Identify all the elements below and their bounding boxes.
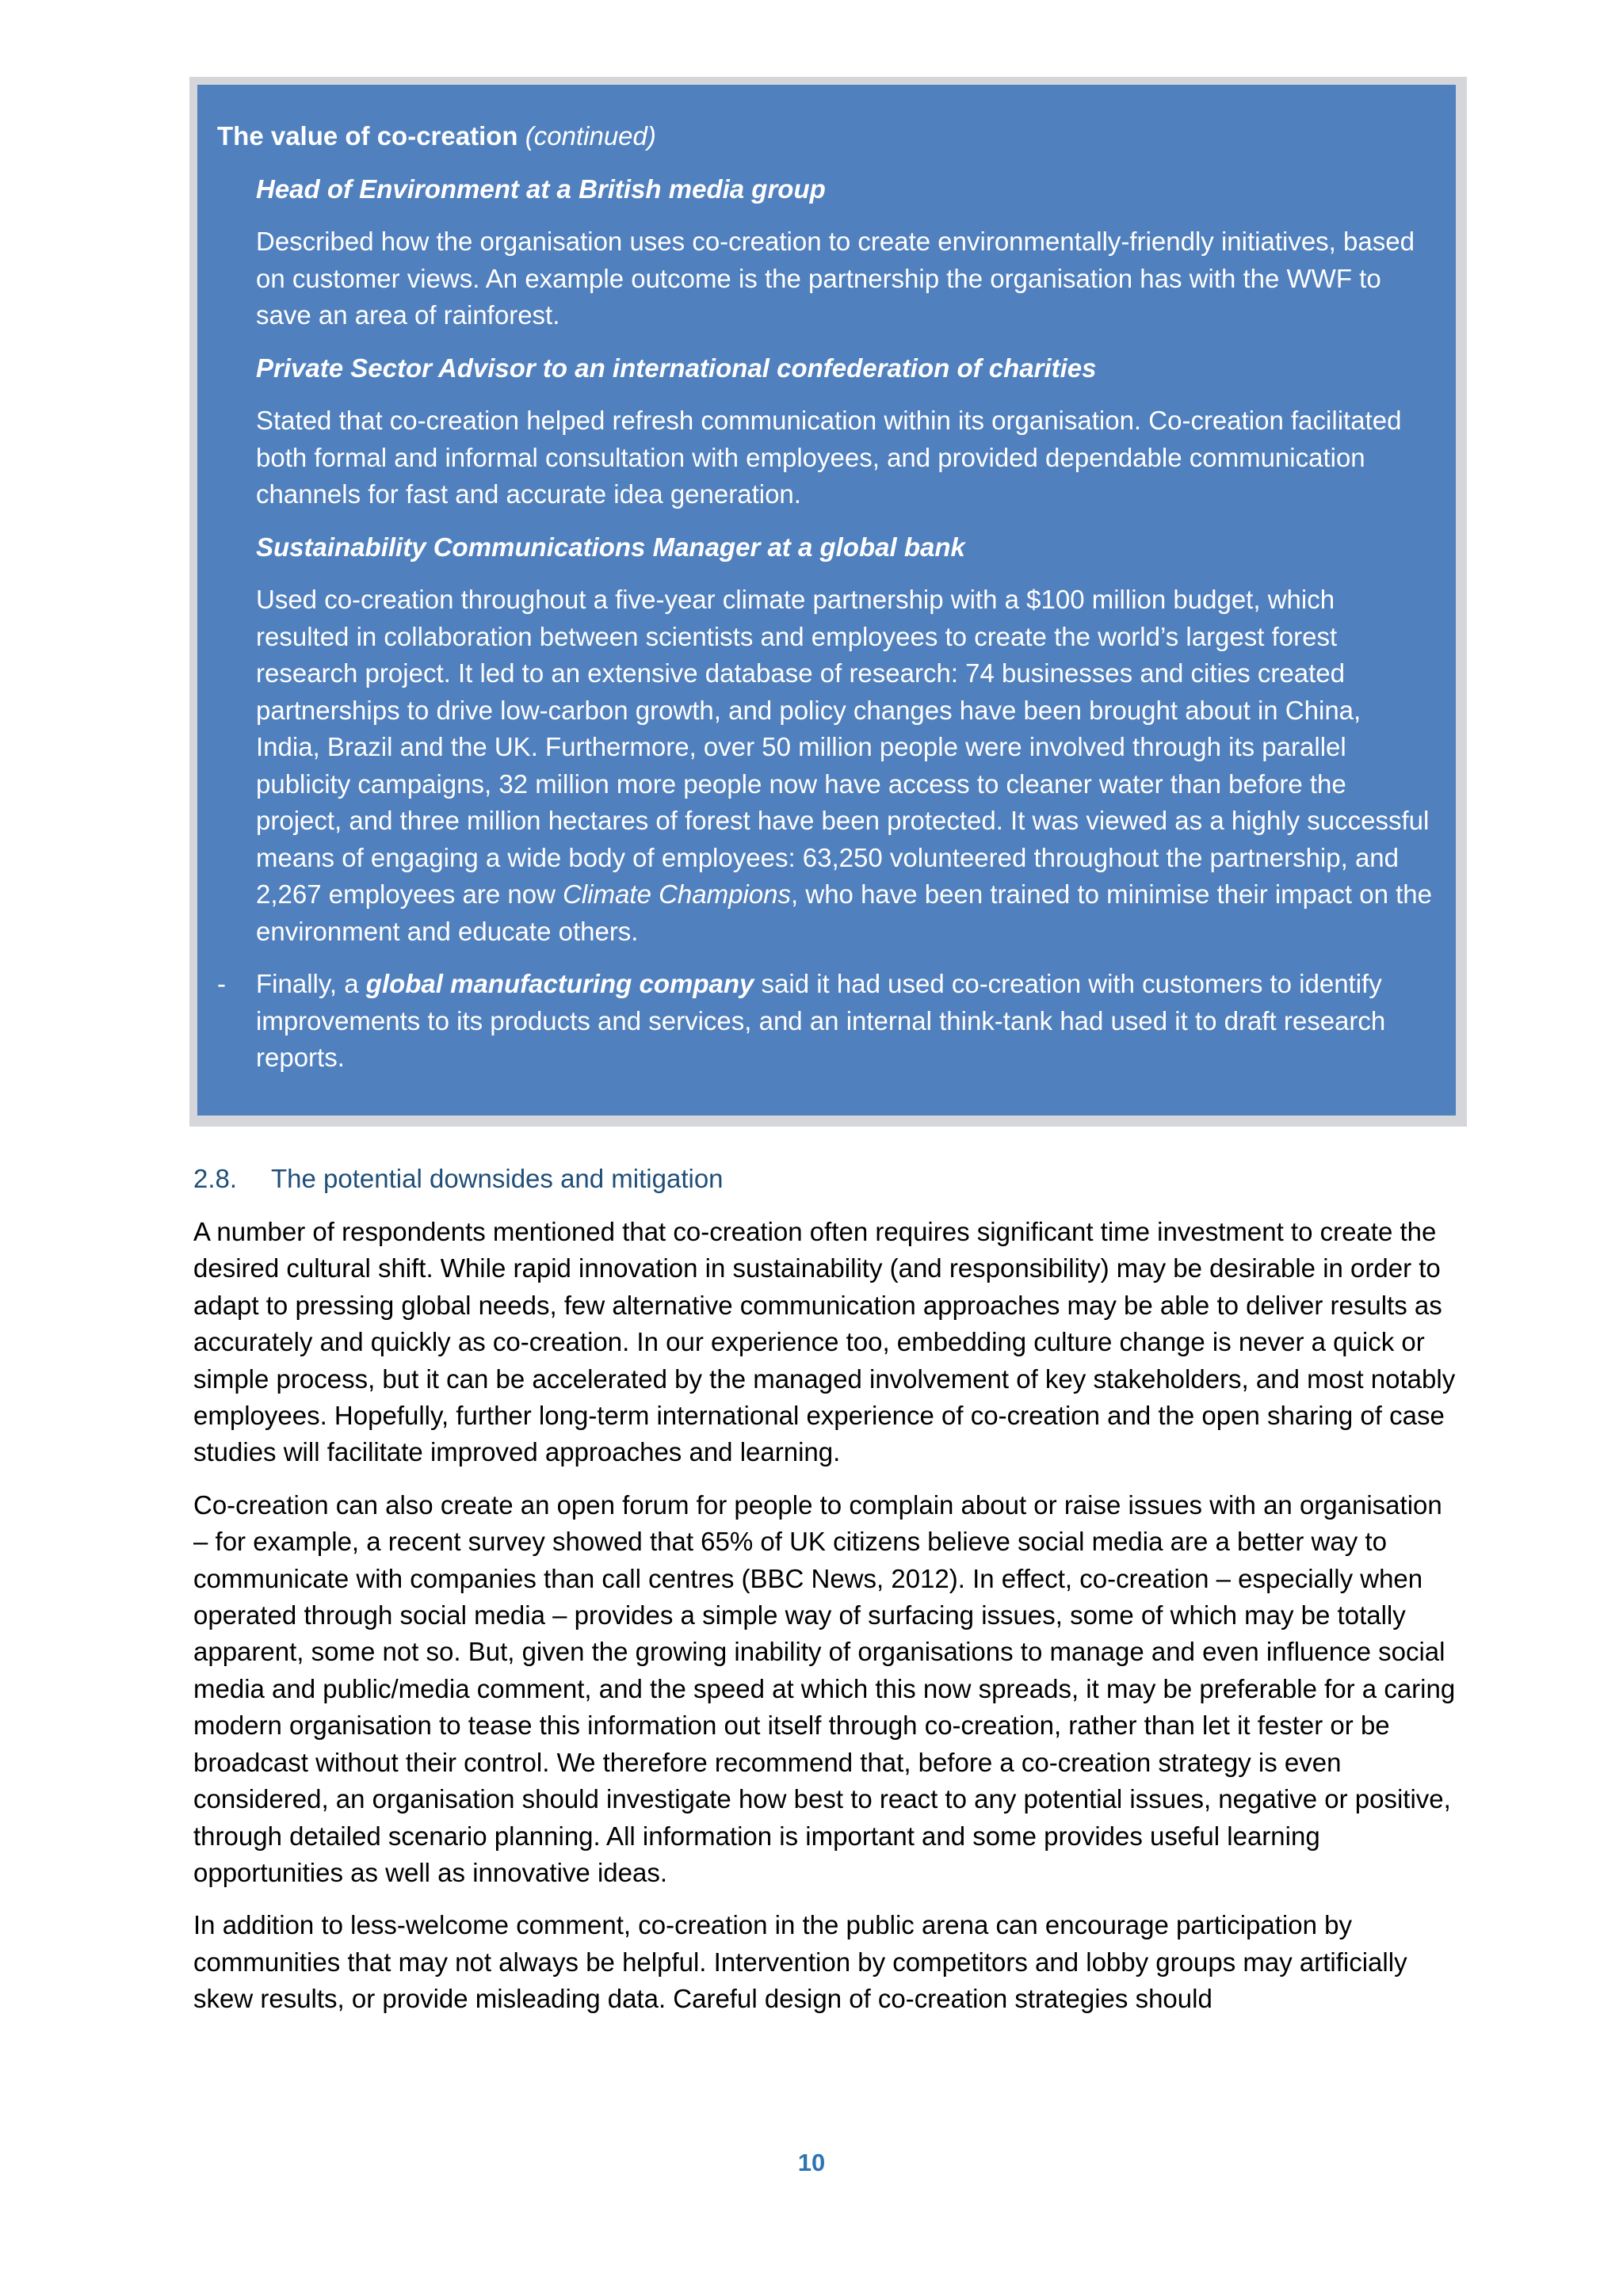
body-paragraph: In addition to less-welcome comment, co-creation in the public arena can encourage participation by communities that may not always be helpful. Intervention by competitors and lobby groups may artificially skew results, or provide misleading data. Careful design of co-creation strategies should [193,1910,1407,2014]
bullet-lead: Finally, a [256,969,366,998]
entry-text-italic: Climate Champions [563,879,792,909]
page-number: 10 [797,2149,826,2176]
body-text [193,1214,1461,2034]
entry-text-part: Used co-creation throughout a five-year climate partnership with a $100 million budget, which resulted in collaboration between scientists and employees to create the world’s largest forest research project. It led to an extensive database of research: 74 businesses and cities created partnerships to drive low-carbon growth, and policy changes have been brought about in China, India, Brazil and the UK. Furthermore, over 50 million people were involved through its parallel publicity campaigns, 32 million more people now have access to cleaner water than before the project, and three million hectares of forest have been protected. It was viewed as a highly successful means of engaging a wide body of employees: 63,250 volunteered throughout the partnership, and 2,267 employees are now [256,585,1430,909]
bullet-emphasis: global manufacturing company [365,969,754,998]
callout-entry-text: Stated that co-creation helped refresh communication within its organisation. Co-creation facilitated both formal and informal consultation with employees, and provided dependable communication channels for fast and accurate idea generation. [256,406,1402,509]
entry-text-part: , who have been trained to minimise their impact on the environment and educate others. [256,879,1432,946]
callout-title [217,118,1432,155]
body-paragraph: Co-creation can also create an open forum for people to complain about or raise issues with an organisation – for example, a recent survey showed that 65% of UK citizens believe social media are a better way to communicate with companies than call centres (BBC News, 2012). In effect, co-creation – especially when operated through social media – provides a simple way of surfacing issues, some of which may be totally apparent, some not so. But, given the growing inability of organisations to manage and even influence social media and public/media comment, and the speed at which this now spreads, it may be preferable for a caring modern organisation to tease this information out itself through co-creation, rather than let it fester or be broadcast without their control. We therefore recommend that, before a co-creation strategy is even considered, an organisation should investigate how best to react to any potential issues, negative or positive, through detailed scenario planning. All information is important and some provides useful learning opportunities as well as innovative ideas. [193,1489,1456,1887]
callout-title-text: The value of co-creation [217,121,518,151]
callout-entry-text: Described how the organisation uses co-creation to create environmentally-friendly initiatives, based on customer views. An example outcome is the partnership the organisation has with the WWF to save an area of rainforest. [256,227,1415,330]
callout-box-frame [189,77,1467,1127]
section-number: 2.8. [193,1164,238,1193]
callout-title-suffix: (continued) [525,121,656,151]
section-title: The potential downsides and mitigation [271,1164,724,1193]
callout-entry-heading: Private Sector Advisor to an international confederation of charities [256,353,1097,383]
callout-entry-heading: Head of Environment at a British media group [256,174,826,204]
body-paragraph: A number of respondents mentioned that co-creation often requires significant time investment to create the desired cultural shift. While rapid innovation in sustainability (and responsibility) may be desirable in order to adapt to pressing global needs, few alternative communication approaches may be able to deliver results as accurately and quickly as co-creation. In our experience too, embedding culture change is never a quick or simple process, but it can be accelerated by the managed involvement of key stakeholders, and most notably employees. Hopefully, further long-term international experience of co-creation and the open sharing of case studies will facilitate improved approaches and learning. [193,1217,1456,1467]
section-heading [193,1161,1461,1197]
callout-box [197,85,1456,1116]
callout-entry-text [256,582,1432,950]
bullet-marker: - [217,969,226,998]
callout-bullet [217,966,1432,1077]
callout-entry-heading: Sustainability Communications Manager at a global bank [256,532,965,562]
bullet-rest: said it had used co-creation with customers to identify improvements to its products and services, and an internal think-tank had used it to draft research reports. [256,969,1386,1072]
